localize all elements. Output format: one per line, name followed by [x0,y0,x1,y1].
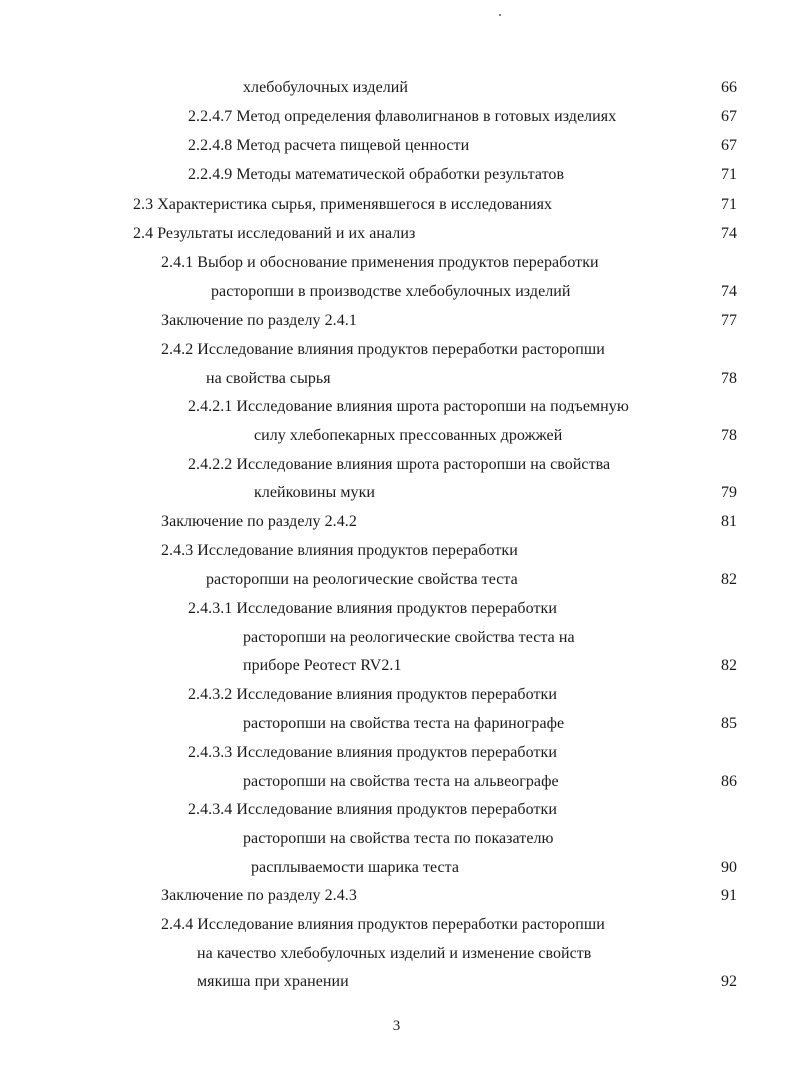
toc-entry-page: 67 [721,108,737,125]
toc-entry-page: 79 [721,484,737,501]
toc-entry-page: 66 [721,79,737,96]
toc-entry-page: 82 [721,657,737,674]
page-number: 3 [392,1018,401,1034]
toc-entry-text: 2.3 Характеристика сырья, применявшегося в исследованиях [133,196,553,213]
scan-speck [499,14,501,16]
toc-entry-text: 2.2.4.8 Метод расчета пищевой ценности [188,137,470,154]
toc-entry-text: 2.4.2.2 Исследование влияния шрота расторопши на свойства [188,456,611,473]
toc-entry-text: расторопши в производстве хлебобулочных изделий [211,283,571,300]
toc-entry-text: расплываемости шарика теста [251,859,460,876]
toc-entry-text: расторопши на свойства теста на альвеографе [243,773,559,790]
toc-entry-text: 2.4.2.1 Исследование влияния шрота расторопши на подъемную [188,398,629,415]
toc-entry-text: расторопши на свойства теста на фаринографе [243,715,565,732]
toc-entry-text: Заключение по разделу 2.4.2 [161,513,357,530]
toc-entry-page: 74 [721,283,737,300]
toc-entry-text: 2.2.4.9 Методы математической обработки результатов [188,166,565,183]
toc-entry-text: 2.4.3.1 Исследование влияния продуктов переработки [188,600,557,617]
toc-entry-text: приборе Реотест RV2.1 [243,657,402,674]
toc-entry-page: 74 [721,225,737,242]
toc-entry-text: 2.4.2 Исследование влияния продуктов переработки расторопши [161,341,605,358]
toc-entry-text: хлебобулочных изделий [243,79,408,96]
toc-entry-text: Заключение по разделу 2.4.3 [161,887,357,904]
toc-entry-page: 85 [721,715,737,732]
toc-entry-text: 2.4.3.4 Исследование влияния продуктов переработки [188,801,557,818]
toc-entry-page: 91 [721,887,737,904]
toc-entry-page: 78 [721,370,737,387]
toc-entry-text: 2.2.4.7 Метод определения флаволигнанов в готовых изделиях [188,108,617,125]
toc-entry-text: расторопши на свойства теста по показателю [243,830,554,847]
toc-entry-page: 86 [721,773,737,790]
toc-entry-text: 2.4.4 Исследование влияния продуктов переработки расторопши [161,916,605,933]
toc-entry-text: клейковины муки [254,484,376,501]
toc-entry-text: на качество хлебобулочных изделий и изменение свойств [197,945,592,962]
toc-entry-text: на свойства сырья [206,370,331,387]
toc-entry-page: 71 [721,166,737,183]
toc-entry-page: 78 [721,427,737,444]
toc-entry-text: 2.4.3.2 Исследование влияния продуктов переработки [188,686,557,703]
toc-entry-page: 82 [721,571,737,588]
toc-entry-page: 77 [721,312,737,329]
toc-entry-page: 90 [721,859,737,876]
toc-entry-text: 2.4.3 Исследование влияния продуктов переработки [161,542,518,559]
toc-entry-page: 67 [721,137,737,154]
toc-entry-text: силу хлебопекарных прессованных дрожжей [254,427,563,444]
toc-entry-page: 92 [721,973,737,990]
toc-entry-text: Заключение по разделу 2.4.1 [161,312,357,329]
toc-entry-text: 2.4.1 Выбор и обоснование применения продуктов переработки [161,254,599,271]
toc-entry-text: расторопши на реологические свойства теста [206,571,518,588]
toc-entry-text: расторопши на реологические свойства теста на [243,629,575,646]
toc-entry-text: 2.4.3.3 Исследование влияния продуктов переработки [188,744,557,761]
toc-entry-text: 2.4 Результаты исследований и их анализ [133,225,416,242]
toc-entry-page: 81 [721,513,737,530]
toc-entry-text: мякиша при хранении [197,973,349,990]
toc-entry-page: 71 [721,196,737,213]
